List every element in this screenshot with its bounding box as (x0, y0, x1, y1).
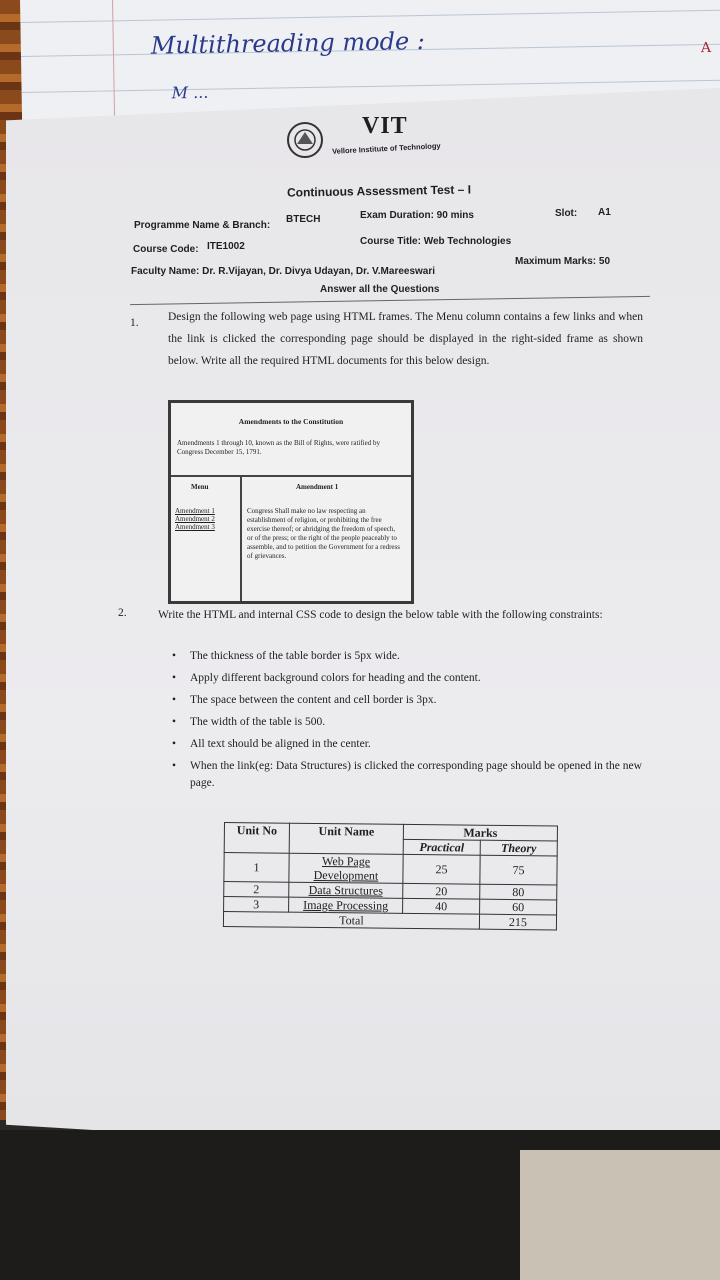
unit-name-link: Data Structures (289, 882, 403, 898)
figure-content-heading: Amendment 1 (296, 483, 339, 491)
q2-text: Write the HTML and internal CSS code to design the below table with the following constraints: (158, 609, 603, 621)
vit-wordmark: VIT (362, 113, 408, 139)
maximum-marks: Maximum Marks: 50 (515, 256, 611, 267)
course-title: Course Title: Web Technologies (360, 236, 512, 247)
programme-value: BTECH (286, 214, 321, 225)
unit-no-cell: 2 (224, 882, 289, 898)
menu-link-amendment-1: Amendment 1 (175, 507, 215, 515)
exam-duration: Exam Duration: 90 mins (360, 210, 474, 221)
figure-title: Amendments to the Constitution (238, 417, 344, 426)
constraint-item: • The thickness of the table border is 5px wide. (172, 648, 662, 665)
total-value: 215 (479, 914, 556, 930)
theory-cell: 60 (480, 899, 557, 915)
figure-intro: Amendments 1 through 10, known as the Bill of Rights, were ratified by Congress December 15, 1791. (177, 439, 380, 456)
constraint-item: • Apply different background colors for heading and the content. (172, 670, 662, 687)
menu-link-amendment-3: Amendment 3 (175, 523, 215, 531)
unit-no-cell: 3 (224, 897, 289, 913)
constraint-item: • The space between the content and cell border is 3px. (172, 692, 662, 709)
vit-logo-icon (285, 120, 325, 160)
course-code-label: Course Code: (133, 244, 199, 255)
total-label: Total (223, 912, 479, 930)
header-unit-no: Unit No (224, 823, 289, 854)
q1-number: 1. (130, 317, 139, 329)
unit-name-link: Web Page Development (289, 853, 403, 883)
table-row (224, 853, 557, 885)
header-marks: Marks (403, 824, 557, 841)
theory-cell: 75 (480, 855, 557, 885)
handwritten-note: M ... (171, 82, 209, 103)
slot-label: Slot: (555, 208, 578, 219)
instruction: Answer all the Questions (320, 284, 440, 295)
unit-name-link: Image Processing (289, 897, 403, 913)
constraint-item: • The width of the table is 500. (172, 714, 662, 731)
course-code-value: ITE1002 (207, 241, 245, 252)
floor (0, 1130, 720, 1280)
q1-text: Design the following web page using HTML frames. The Menu column contains a few links and when the link is clicked the corresponding page should be displayed in the right-sided frame as shown below. Write all the required HTML documents for this below design. (168, 311, 643, 367)
practical-cell: 20 (403, 883, 480, 899)
constraint-item: • All text should be aligned in the center. (172, 736, 662, 753)
handwritten-scribble: A (700, 39, 712, 57)
unit-no-cell: 1 (224, 853, 289, 883)
total-row (223, 912, 556, 930)
handwritten-heading: Multithreading mode : (150, 26, 426, 60)
faculty-names: Faculty Name: Dr. R.Vijayan, Dr. Divya Udayan, Dr. V.Mareeswari (131, 266, 436, 277)
header-unit-name: Unit Name (289, 823, 403, 854)
figure-content-text: Congress Shall make no law respecting an establishment of religion, or prohibiting the free exercise thereof; or abridging the freedom of speech, or of the press; or the right of the people peaceably to assemble, and to petition the Government for a redress of grievances. (247, 507, 400, 560)
slot-value: A1 (598, 207, 611, 218)
programme-label: Programme Name & Branch: (134, 220, 271, 231)
exam-paper (6, 88, 720, 1168)
test-title: Continuous Assessment Test – I (286, 182, 472, 200)
institute-name: Vellore Institute of Technology (331, 141, 441, 156)
theory-cell: 80 (480, 884, 557, 900)
header-theory: Theory (480, 840, 557, 856)
q1-figure (168, 400, 414, 604)
constraint-item: • When the link(eg: Data Structures) is clicked the corresponding page should be opened in the new page. (172, 758, 662, 792)
marks-table (223, 822, 558, 930)
practical-cell: 40 (403, 898, 480, 914)
q2-number: 2. (118, 607, 127, 619)
header-practical: Practical (403, 839, 480, 855)
constraints-list (172, 648, 662, 797)
practical-cell: 25 (403, 854, 480, 884)
figure-menu-heading: Menu (191, 483, 209, 491)
menu-link-amendment-2: Amendment 2 (175, 515, 215, 523)
